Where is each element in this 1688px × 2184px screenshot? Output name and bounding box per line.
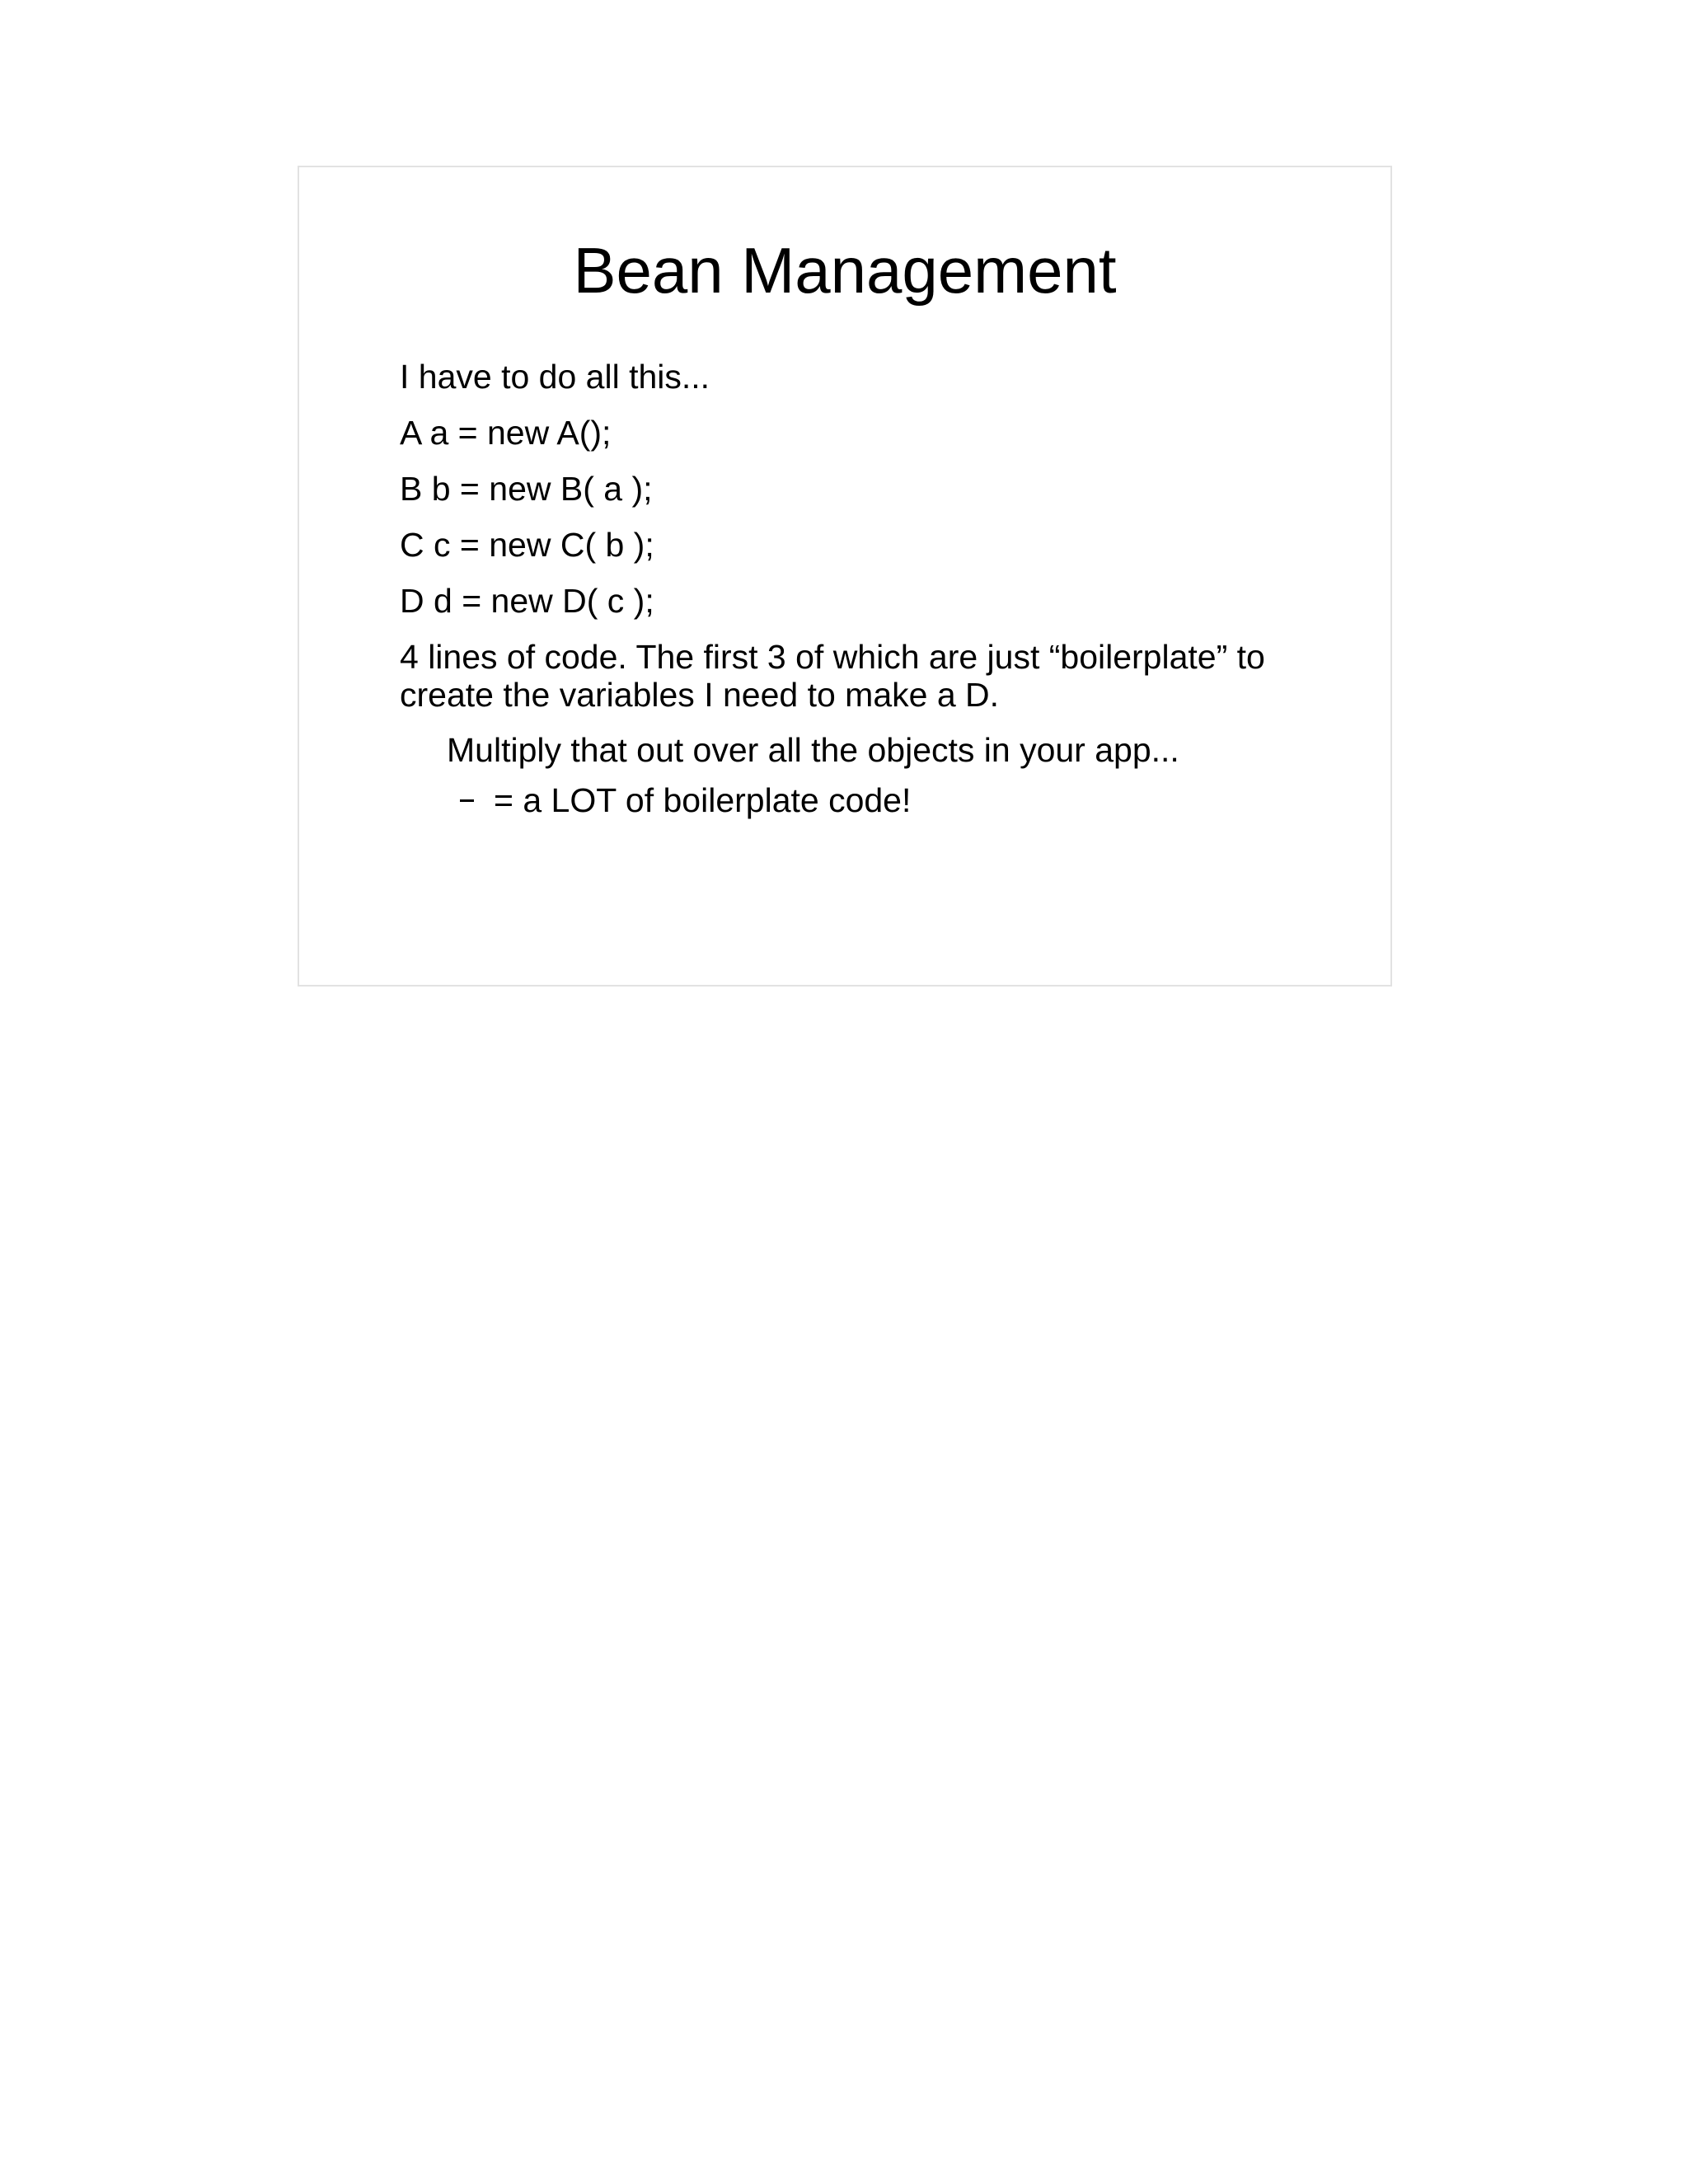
dash-icon xyxy=(460,799,474,802)
code-line-a: A a = new A(); xyxy=(400,414,612,452)
slide xyxy=(298,166,1392,987)
code-line-b: B b = new B( a ); xyxy=(400,470,653,508)
code-line-d: D d = new D( c ); xyxy=(400,582,654,620)
slide-title: Bean Management xyxy=(573,234,1117,307)
sub-bullet xyxy=(460,781,911,819)
multiply-text: Multiply that out over all the objects in your app... xyxy=(447,731,1179,769)
code-line-c: C c = new C( b ); xyxy=(400,526,654,564)
sub-bullet-text: = a LOT of boilerplate code! xyxy=(494,781,912,819)
intro-text: I have to do all this... xyxy=(400,358,710,396)
summary-text: 4 lines of code. The first 3 of which are just “boilerplate” to create the variables I need to make a D. xyxy=(400,638,1265,714)
